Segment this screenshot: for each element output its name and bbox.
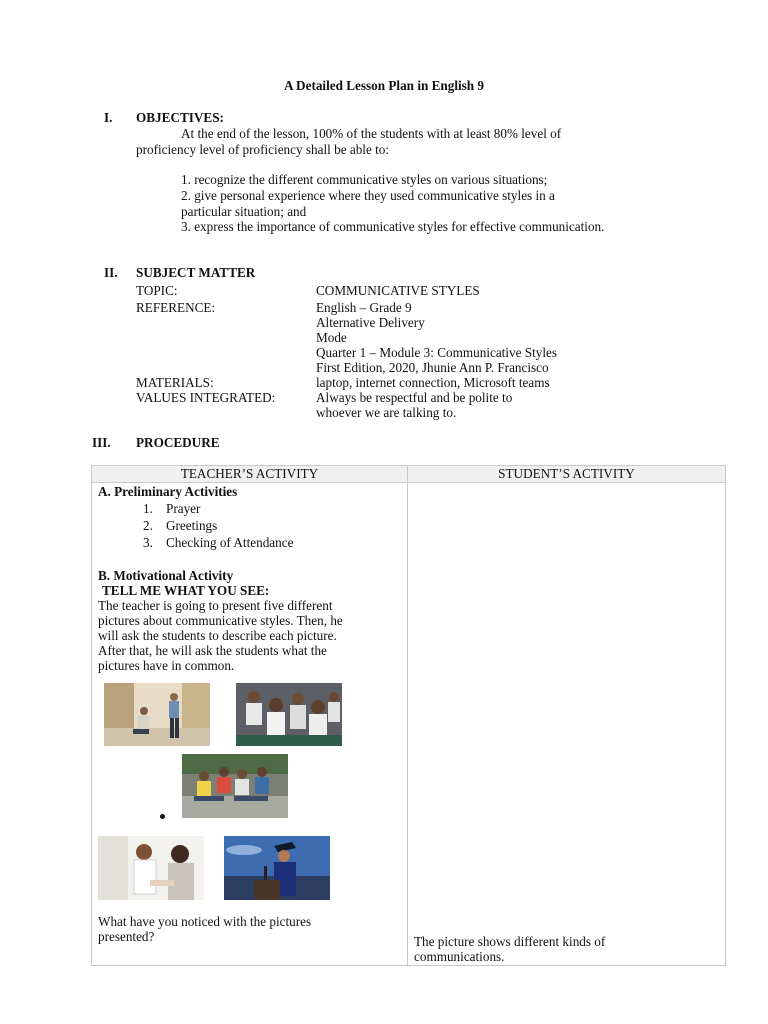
picture-graduation-speech	[224, 836, 330, 900]
student-activity-cell	[408, 483, 726, 966]
topic-label: TOPIC:	[136, 283, 178, 298]
motivational-heading: B. Motivational Activity	[98, 568, 234, 583]
values-line: whoever we are talking to.	[316, 405, 457, 420]
procedure-table	[91, 465, 726, 966]
objectives-heading: OBJECTIVES:	[136, 110, 224, 125]
objectives-intro-line2: proficiency level of proficiency shall be able to:	[136, 142, 390, 157]
values-line: Always be respectful and be polite to	[316, 390, 513, 405]
motivational-text-line: will ask the students to describe each picture.	[98, 628, 337, 643]
objectives-intro-line1: At the end of the lesson, 100% of the students with at least 80% level of	[181, 126, 562, 141]
question-line: What have you noticed with the pictures	[98, 914, 312, 929]
reference-line: Mode	[316, 330, 347, 345]
motivational-text-line: pictures have in common.	[98, 658, 235, 673]
section-number-objectives: I.	[104, 110, 113, 125]
materials-label: MATERIALS:	[136, 375, 214, 390]
objective-item-2: 2. give personal experience where they used communicative styles in a	[181, 188, 555, 203]
reference-line: First Edition, 2020, Jhunie Ann P. Francisco	[316, 360, 549, 375]
subject-matter-heading: SUBJECT MATTER	[136, 265, 256, 280]
prelim-number: 2.	[143, 518, 153, 533]
preliminary-heading: A. Preliminary Activities	[98, 484, 238, 499]
prelim-number: 1.	[143, 501, 153, 516]
objective-item-2-cont: particular situation; and	[181, 204, 307, 219]
procedure-heading: PROCEDURE	[136, 435, 220, 450]
motivational-text-line: After that, he will ask the students what the	[98, 643, 327, 658]
topic-value: COMMUNICATIVE STYLES	[316, 283, 480, 298]
prelim-number: 3.	[143, 535, 153, 550]
reference-line: Alternative Delivery	[316, 315, 425, 330]
teacher-activity-cell	[92, 483, 408, 966]
section-number-subject: II.	[104, 265, 118, 280]
teacher-activity-header: TEACHER’S ACTIVITY	[92, 466, 408, 483]
picture-children-group	[236, 683, 342, 746]
answer-line: communications.	[414, 949, 505, 964]
picture-doctor-patient	[98, 836, 204, 900]
reference-line: English – Grade 9	[316, 300, 412, 315]
motivational-text-line: pictures about communicative styles. Then, he	[98, 613, 343, 628]
answer-line: The picture shows different kinds of	[414, 934, 606, 949]
reference-label: REFERENCE:	[136, 300, 216, 315]
prelim-item-greetings: Greetings	[166, 518, 218, 533]
objective-item-3: 3. express the importance of communicative styles for effective communication.	[181, 219, 605, 234]
motivational-text-line: The teacher is going to present five different	[98, 598, 333, 613]
materials-value: laptop, internet connection, Microsoft teams	[316, 375, 550, 390]
section-number-procedure: III.	[92, 435, 111, 450]
prelim-item-attendance: Checking of Attendance	[166, 535, 294, 550]
objective-item-1: 1. recognize the different communicative styles on various situations;	[181, 172, 548, 187]
prelim-item-prayer: Prayer	[166, 501, 201, 516]
picture-proposal	[104, 683, 210, 746]
student-activity-header: STUDENT’S ACTIVITY	[408, 466, 726, 483]
document-title: A Detailed Lesson Plan in English 9	[283, 78, 485, 93]
picture-teens-sitting	[182, 754, 288, 818]
question-line: presented?	[98, 929, 155, 944]
reference-line: Quarter 1 – Module 3: Communicative Styles	[316, 345, 558, 360]
motivational-subheading: TELL ME WHAT YOU SEE:	[102, 583, 270, 598]
values-label: VALUES INTEGRATED:	[136, 390, 276, 405]
bullet-dot-icon	[160, 814, 165, 819]
